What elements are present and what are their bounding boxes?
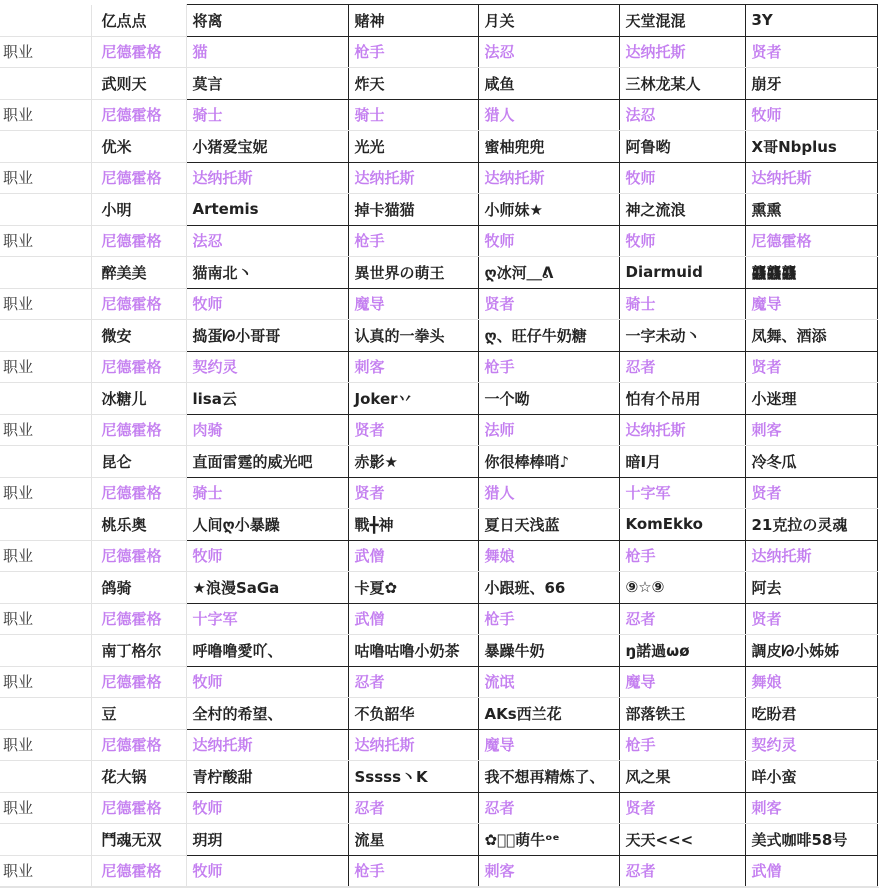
class-row	[0, 792, 877, 824]
leader-name-cell[interactable]: 豆	[91, 698, 186, 730]
member-class-cell[interactable]: 贤者	[348, 414, 478, 446]
leader-class-cell[interactable]: 尼德霍格	[91, 792, 186, 824]
member-class-cell[interactable]: 法忍	[619, 99, 745, 131]
member-class-cell[interactable]: 达纳托斯	[348, 729, 478, 761]
row-label-cell[interactable]: 职业	[0, 99, 91, 131]
member-name-cell[interactable]: 直面雷霆的威光吧	[186, 446, 348, 478]
member-name-cell[interactable]: 阿去	[745, 572, 877, 604]
member-name-cell[interactable]: ღ冰河＿ᕕ	[478, 257, 619, 289]
class-row	[0, 162, 877, 194]
member-class-cell[interactable]: 法师	[478, 414, 619, 446]
member-class-cell[interactable]: 猎人	[478, 99, 619, 131]
member-name-cell[interactable]: 掉卡猫猫	[348, 194, 478, 226]
member-name-cell[interactable]: ✿ﾟ･萌牛ᵒᵉ	[478, 824, 619, 856]
member-name-cell[interactable]: 小猪爱宝妮	[186, 131, 348, 163]
member-class-cell[interactable]: 骑士	[348, 99, 478, 131]
class-row	[0, 225, 877, 257]
member-name-cell[interactable]: 一个呦	[478, 383, 619, 415]
member-name-cell[interactable]: 将离	[186, 5, 348, 37]
member-class-cell[interactable]: 牧师	[186, 666, 348, 698]
member-class-cell[interactable]: 契约灵	[745, 729, 877, 761]
member-class-cell[interactable]: 枪手	[348, 225, 478, 257]
member-class-cell[interactable]: 牧师	[186, 792, 348, 824]
member-name-cell[interactable]: 怕有个吊用	[619, 383, 745, 415]
leader-name-cell[interactable]: 花大锅	[91, 761, 186, 793]
member-name-cell[interactable]: 青柠酸甜	[186, 761, 348, 793]
member-name-cell[interactable]: 三林龙某人	[619, 68, 745, 100]
member-class-cell[interactable]: 魔导	[619, 666, 745, 698]
leader-name-cell[interactable]: 醉美美	[91, 257, 186, 289]
player-row	[0, 194, 877, 226]
member-class-cell[interactable]: 牧师	[186, 855, 348, 887]
member-name-cell[interactable]: 小跟班、66	[478, 572, 619, 604]
member-name-cell[interactable]: 小师妹★	[478, 194, 619, 226]
member-class-cell[interactable]: 骑士	[186, 477, 348, 509]
member-name-cell[interactable]: 調皮ᘙ小姊姊	[745, 635, 877, 667]
member-class-cell[interactable]: 忍者	[619, 855, 745, 887]
row-label-cell[interactable]	[0, 194, 91, 226]
member-name-cell[interactable]: AKs西兰花	[478, 698, 619, 730]
leader-name-cell[interactable]: 鸽骑	[91, 572, 186, 604]
row-label-cell[interactable]	[0, 68, 91, 100]
class-row	[0, 99, 877, 131]
member-name-cell[interactable]: 熏熏	[745, 194, 877, 226]
member-name-cell[interactable]: 你很棒棒哨♪	[478, 446, 619, 478]
leader-name-cell[interactable]: 优米	[91, 131, 186, 163]
leader-class-cell[interactable]: 尼德霍格	[91, 729, 186, 761]
leader-class-cell[interactable]: 尼德霍格	[91, 477, 186, 509]
member-class-cell[interactable]: 贤者	[745, 477, 877, 509]
member-name-cell[interactable]: 夏日天浅蓝	[478, 509, 619, 541]
member-class-cell[interactable]: 十字军	[619, 477, 745, 509]
member-name-cell[interactable]: 咸鱼	[478, 68, 619, 100]
row-label-cell[interactable]: 职业	[0, 792, 91, 824]
leader-class-cell[interactable]: 尼德霍格	[91, 414, 186, 446]
member-name-cell[interactable]: 天堂混混	[619, 5, 745, 37]
member-class-cell[interactable]: 枪手	[478, 603, 619, 635]
member-name-cell[interactable]: 冷冬瓜	[745, 446, 877, 478]
member-class-cell[interactable]: 忍者	[348, 792, 478, 824]
player-row	[0, 383, 877, 415]
member-name-cell[interactable]: 玥玥	[186, 824, 348, 856]
row-label-cell[interactable]: 职业	[0, 288, 91, 320]
member-class-cell[interactable]: 魔导	[478, 729, 619, 761]
row-label-cell[interactable]	[0, 320, 91, 352]
member-class-cell[interactable]: 达纳托斯	[619, 414, 745, 446]
member-class-cell[interactable]: 牧师	[619, 225, 745, 257]
member-class-cell[interactable]: 法忍	[186, 225, 348, 257]
member-name-cell[interactable]: Artemis	[186, 194, 348, 226]
member-name-cell[interactable]: ⑨☆⑨	[619, 572, 745, 604]
leader-name-cell[interactable]: 鬥魂无双	[91, 824, 186, 856]
member-name-cell[interactable]: ŋ諾過ωø	[619, 635, 745, 667]
player-row	[0, 698, 877, 730]
member-name-cell[interactable]: 天天<<<	[619, 824, 745, 856]
member-class-cell[interactable]: 达纳托斯	[478, 162, 619, 194]
row-label-cell[interactable]	[0, 635, 91, 667]
member-class-cell[interactable]: 刺客	[745, 792, 877, 824]
player-row	[0, 257, 877, 289]
member-class-cell[interactable]: 尼德霍格	[745, 225, 877, 257]
member-class-cell[interactable]: 忍者	[348, 666, 478, 698]
class-row	[0, 477, 877, 509]
member-class-cell[interactable]: 达纳托斯	[745, 162, 877, 194]
member-class-cell[interactable]: 枪手	[619, 729, 745, 761]
member-name-cell[interactable]: 凤舞、酒添	[745, 320, 877, 352]
member-class-cell[interactable]: 骑士	[619, 288, 745, 320]
member-name-cell[interactable]: 风之果	[619, 761, 745, 793]
member-name-cell[interactable]: 呼噜噜愛吖、	[186, 635, 348, 667]
row-label-cell[interactable]	[0, 446, 91, 478]
member-class-cell[interactable]: 流氓	[478, 666, 619, 698]
leader-name-cell[interactable]: 小明	[91, 194, 186, 226]
member-class-cell[interactable]: 达纳托斯	[186, 729, 348, 761]
member-class-cell[interactable]: 贤者	[478, 288, 619, 320]
row-label-cell[interactable]: 职业	[0, 414, 91, 446]
leader-name-cell[interactable]: 南丁格尔	[91, 635, 186, 667]
member-class-cell[interactable]: 武僧	[348, 603, 478, 635]
leader-class-cell[interactable]: 尼德霍格	[91, 225, 186, 257]
member-class-cell[interactable]: 枪手	[619, 540, 745, 572]
member-name-cell[interactable]: 神之流浪	[619, 194, 745, 226]
member-class-cell[interactable]: 契约灵	[186, 351, 348, 383]
member-name-cell[interactable]: 莫言	[186, 68, 348, 100]
member-name-cell[interactable]: 咩小蛮	[745, 761, 877, 793]
member-name-cell[interactable]: Sssss丶K	[348, 761, 478, 793]
leader-name-cell[interactable]: 桃乐奥	[91, 509, 186, 541]
member-class-cell[interactable]: 达纳托斯	[745, 540, 877, 572]
member-class-cell[interactable]: 枪手	[478, 351, 619, 383]
member-class-cell[interactable]: 贤者	[745, 603, 877, 635]
member-name-cell[interactable]: 崩牙	[745, 68, 877, 100]
member-class-cell[interactable]: 十字军	[186, 603, 348, 635]
member-class-cell[interactable]: 枪手	[348, 855, 478, 887]
row-label-cell[interactable]: 职业	[0, 351, 91, 383]
leader-class-cell[interactable]: 尼德霍格	[91, 288, 186, 320]
member-class-cell[interactable]: 牧师	[186, 288, 348, 320]
row-label-cell[interactable]	[0, 572, 91, 604]
row-label-cell[interactable]	[0, 824, 91, 856]
player-row	[0, 572, 877, 604]
row-label-cell[interactable]	[0, 257, 91, 289]
member-class-cell[interactable]: 达纳托斯	[348, 162, 478, 194]
member-name-cell[interactable]: 蜜柚兜兜	[478, 131, 619, 163]
member-name-cell[interactable]: Diarmuid	[619, 257, 745, 289]
leader-name-cell[interactable]: 昆仑	[91, 446, 186, 478]
member-name-cell[interactable]: 咕噜咕噜小奶茶	[348, 635, 478, 667]
member-class-cell[interactable]: 舞娘	[478, 540, 619, 572]
member-name-cell[interactable]: lisa云	[186, 383, 348, 415]
leader-name-cell[interactable]: 武则天	[91, 68, 186, 100]
leader-name-cell[interactable]: 微安	[91, 320, 186, 352]
member-class-cell[interactable]: 魔导	[348, 288, 478, 320]
row-label-cell[interactable]: 职业	[0, 666, 91, 698]
member-class-cell[interactable]: 武僧	[745, 855, 877, 887]
row-label-cell[interactable]	[0, 131, 91, 163]
player-row	[0, 131, 877, 163]
member-name-cell[interactable]: 龘龘龘	[745, 257, 877, 289]
member-name-cell[interactable]: 卡夏✿	[348, 572, 478, 604]
class-row	[0, 351, 877, 383]
member-class-cell[interactable]: 骑士	[186, 99, 348, 131]
player-row	[0, 5, 877, 37]
leader-name-cell[interactable]: 冰糖儿	[91, 383, 186, 415]
row-label-cell[interactable]: 职业	[0, 729, 91, 761]
member-name-cell[interactable]: 一字未动丶	[619, 320, 745, 352]
class-row	[0, 603, 877, 635]
row-label-cell[interactable]	[0, 509, 91, 541]
member-class-cell[interactable]: 贤者	[745, 351, 877, 383]
member-class-cell[interactable]: 魔导	[745, 288, 877, 320]
member-name-cell[interactable]: 猫南北丶	[186, 257, 348, 289]
roster-sheet	[0, 4, 878, 887]
row-label-cell[interactable]: 职业	[0, 540, 91, 572]
class-row	[0, 666, 877, 698]
member-name-cell[interactable]: 赤影★	[348, 446, 478, 478]
player-row	[0, 68, 877, 100]
row-label-cell[interactable]	[0, 761, 91, 793]
member-class-cell[interactable]: 牧师	[186, 540, 348, 572]
member-class-cell[interactable]: 法忍	[478, 36, 619, 68]
member-name-cell[interactable]: KomEkko	[619, 509, 745, 541]
leader-class-cell[interactable]: 尼德霍格	[91, 666, 186, 698]
member-name-cell[interactable]: 我不想再精炼了、	[478, 761, 619, 793]
member-class-cell[interactable]: 猎人	[478, 477, 619, 509]
member-name-cell[interactable]: 认真的一拳头	[348, 320, 478, 352]
member-class-cell[interactable]: 忍者	[619, 351, 745, 383]
leader-class-cell[interactable]: 尼德霍格	[91, 99, 186, 131]
member-name-cell[interactable]: 全村的希望、	[186, 698, 348, 730]
player-row	[0, 761, 877, 793]
player-row	[0, 635, 877, 667]
member-class-cell[interactable]: 刺客	[745, 414, 877, 446]
member-class-cell[interactable]: 枪手	[348, 36, 478, 68]
member-name-cell[interactable]: 21克拉の灵魂	[745, 509, 877, 541]
player-row	[0, 509, 877, 541]
member-class-cell[interactable]: 肉骑	[186, 414, 348, 446]
class-row	[0, 414, 877, 446]
member-class-cell[interactable]: 刺客	[348, 351, 478, 383]
member-class-cell[interactable]: 舞娘	[745, 666, 877, 698]
member-name-cell[interactable]: 光光	[348, 131, 478, 163]
leader-class-cell[interactable]: 尼德霍格	[91, 540, 186, 572]
member-name-cell[interactable]: 阿鲁哟	[619, 131, 745, 163]
row-label-cell[interactable]	[0, 383, 91, 415]
row-label-cell[interactable]	[0, 698, 91, 730]
member-name-cell[interactable]: 捣蛋ᘙ小哥哥	[186, 320, 348, 352]
class-row	[0, 540, 877, 572]
member-name-cell[interactable]: 赌神	[348, 5, 478, 37]
member-class-cell[interactable]: 牧师	[619, 162, 745, 194]
leader-class-cell[interactable]: 尼德霍格	[91, 162, 186, 194]
player-row	[0, 446, 877, 478]
member-name-cell[interactable]: 部落铁王	[619, 698, 745, 730]
row-label-cell[interactable]: 职业	[0, 162, 91, 194]
member-name-cell[interactable]: X哥Nbplus	[745, 131, 877, 163]
member-name-cell[interactable]: 暗I月	[619, 446, 745, 478]
member-name-cell[interactable]: 暴躁牛奶	[478, 635, 619, 667]
leader-class-cell[interactable]: 尼德霍格	[91, 351, 186, 383]
class-row	[0, 729, 877, 761]
member-class-cell[interactable]: 达纳托斯	[186, 162, 348, 194]
row-label-cell[interactable]: 职业	[0, 603, 91, 635]
member-class-cell[interactable]: 达纳托斯	[619, 36, 745, 68]
leader-class-cell[interactable]: 尼德霍格	[91, 603, 186, 635]
player-row	[0, 320, 877, 352]
row-label-cell[interactable]: 职业	[0, 855, 91, 887]
class-row	[0, 288, 877, 320]
member-class-cell[interactable]: 忍者	[478, 792, 619, 824]
leader-name-cell[interactable]: 亿点点	[91, 5, 186, 37]
member-class-cell[interactable]: 武僧	[348, 540, 478, 572]
member-class-cell[interactable]: 牧师	[745, 99, 877, 131]
member-name-cell[interactable]: 戰╋神	[348, 509, 478, 541]
member-class-cell[interactable]: 贤者	[745, 36, 877, 68]
member-class-cell[interactable]: 贤者	[348, 477, 478, 509]
member-name-cell[interactable]: 月关	[478, 5, 619, 37]
member-class-cell[interactable]: 贤者	[619, 792, 745, 824]
class-row	[0, 855, 877, 887]
leader-class-cell[interactable]: 尼德霍格	[91, 36, 186, 68]
leader-class-cell[interactable]: 尼德霍格	[91, 855, 186, 887]
member-class-cell[interactable]: 猫	[186, 36, 348, 68]
member-name-cell[interactable]: Joker丷	[348, 383, 478, 415]
member-name-cell[interactable]: ღ、旺仔牛奶糖	[478, 320, 619, 352]
member-name-cell[interactable]: 小迷理	[745, 383, 877, 415]
member-class-cell[interactable]: 牧师	[478, 225, 619, 257]
member-name-cell[interactable]: 3Y	[745, 5, 877, 37]
row-label-cell[interactable]	[0, 5, 91, 37]
member-class-cell[interactable]: 刺客	[478, 855, 619, 887]
member-name-cell[interactable]: 異世界の萌王	[348, 257, 478, 289]
player-row	[0, 824, 877, 856]
member-name-cell[interactable]: 流星	[348, 824, 478, 856]
member-class-cell[interactable]: 忍者	[619, 603, 745, 635]
member-name-cell[interactable]: 吃盼君	[745, 698, 877, 730]
member-name-cell[interactable]: 美式咖啡58号	[745, 824, 877, 856]
row-label-cell[interactable]: 职业	[0, 477, 91, 509]
member-name-cell[interactable]: 人间ღ小暴躁	[186, 509, 348, 541]
member-name-cell[interactable]: 炸天	[348, 68, 478, 100]
row-label-cell[interactable]: 职业	[0, 36, 91, 68]
member-name-cell[interactable]: ★浪漫SaGa	[186, 572, 348, 604]
row-label-cell[interactable]: 职业	[0, 225, 91, 257]
member-name-cell[interactable]: 不负韶华	[348, 698, 478, 730]
class-row	[0, 36, 877, 68]
